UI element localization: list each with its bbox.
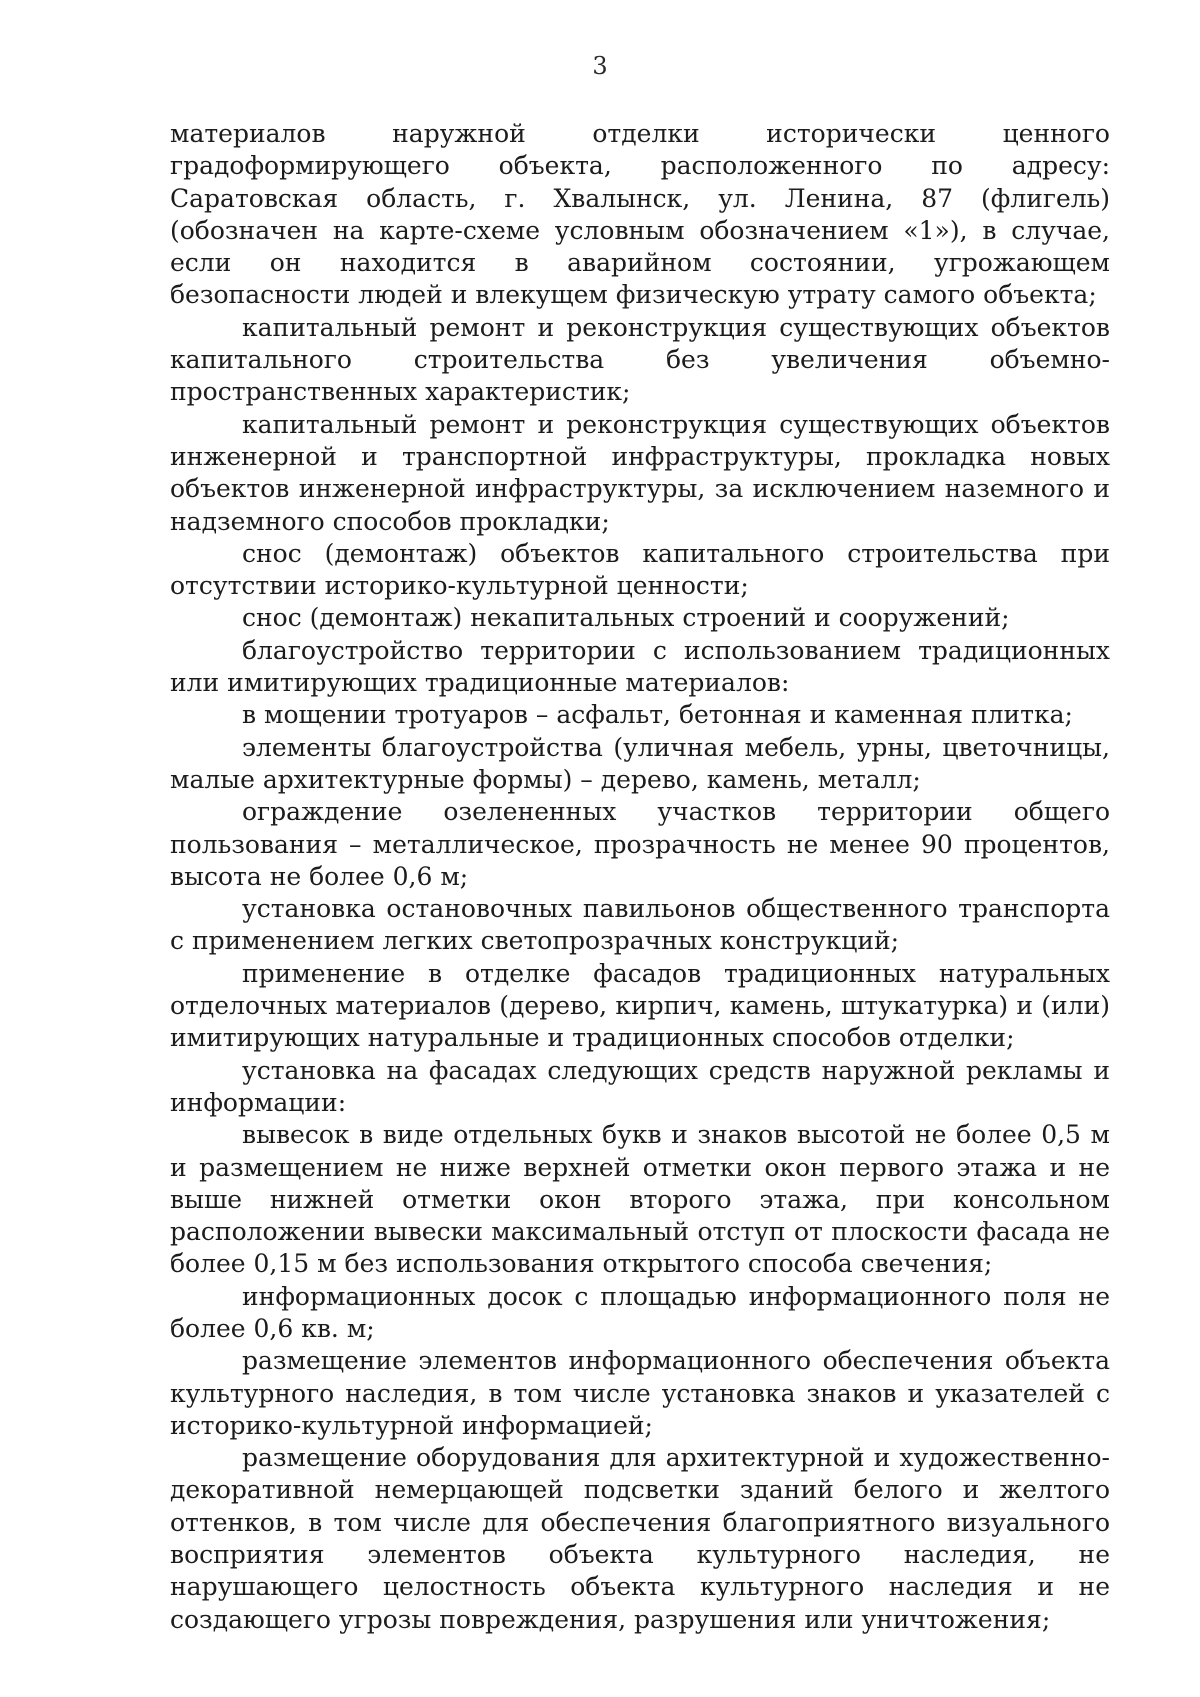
paragraph: применение в отделке фасадов традиционных натуральных отделочных материалов (дерево, кирпич, камень, штукатурка) и (или) имитирующих натуральные и традиционных способов отделки; [170,958,1110,1053]
paragraph: в мощении тротуаров – асфальт, бетонная и каменная плитка; [242,700,1073,730]
paragraph-continuation: материалов наружной отделки исторически ценного градоформирующего объекта, расположенного по адресу: Саратовская область, г. Хвалынск, ул. Ленина, 87 (флигель) (обозначен на карте-схеме условным обозначением «1»), в случае, если он находится в аварийном состоянии, угрожающем безопасности людей и влекущем физическую утрату самого объекта; [170,119,1110,310]
paragraph: снос (демонтаж) объектов капитального строительства при отсутствии историко-культурной ценности; [170,538,1110,601]
paragraph: установка на фасадах следующих средств наружной рекламы и информации: [170,1055,1110,1117]
paragraph: ограждение озелененных участков территории общего пользования – металлическое, прозрачность не менее 90 процентов, высота не более 0,6 м; [170,797,1110,891]
paragraph: снос (демонтаж) некапитальных строений и сооружений; [242,603,1010,633]
paragraph: элементы благоустройства (уличная мебель, урны, цветочницы, малые архитектурные формы) – дерево, камень, металл; [170,732,1110,794]
paragraph: вывесок в виде отдельных букв и знаков высотой не более 0,5 м и размещением не ниже верхней отметки окон первого этажа и не выше нижней отметки окон второго этажа, при консольном расположении вывески максимальный отступ от плоскости фасада не более 0,15 м без использования открытого способа свечения; [170,1120,1110,1279]
paragraph: капитальный ремонт и реконструкция существующих объектов капитального строительства без увеличения объемно-пространственных характеристик; [170,312,1110,407]
paragraph: информационных досок с площадью информационного поля не более 0,6 кв. м; [170,1281,1110,1343]
paragraph: установка остановочных павильонов общественного транспорта с применением легких светопрозрачных конструкций; [170,894,1110,956]
paragraph: размещение оборудования для архитектурной и художественно-декоративной немерцающей подсветки зданий белого и желтого оттенков, в том числе для обеспечения благоприятного визуального восприятия элементов объекта культурного наследия, не нарушающего целостность объекта культурного наследия и не создающего угрозы повреждения, разрушения или уничтожения; [170,1443,1110,1634]
paragraph: капитальный ремонт и реконструкция существующих объектов инженерной и транспортной инфраструктуры, прокладка новых объектов инженерной инфраструктуры, за исключением наземного и надземного способов прокладки; [170,409,1110,536]
document-body [170,118,1110,1636]
paragraph: благоустройство территории с использованием традиционных или имитирующих традиционные материалов: [170,635,1110,698]
paragraph: размещение элементов информационного обеспечения объекта культурного наследия, в том числе установка знаков и указателей с историко-культурной информацией; [170,1346,1110,1440]
page-number: 3 [592,52,608,80]
